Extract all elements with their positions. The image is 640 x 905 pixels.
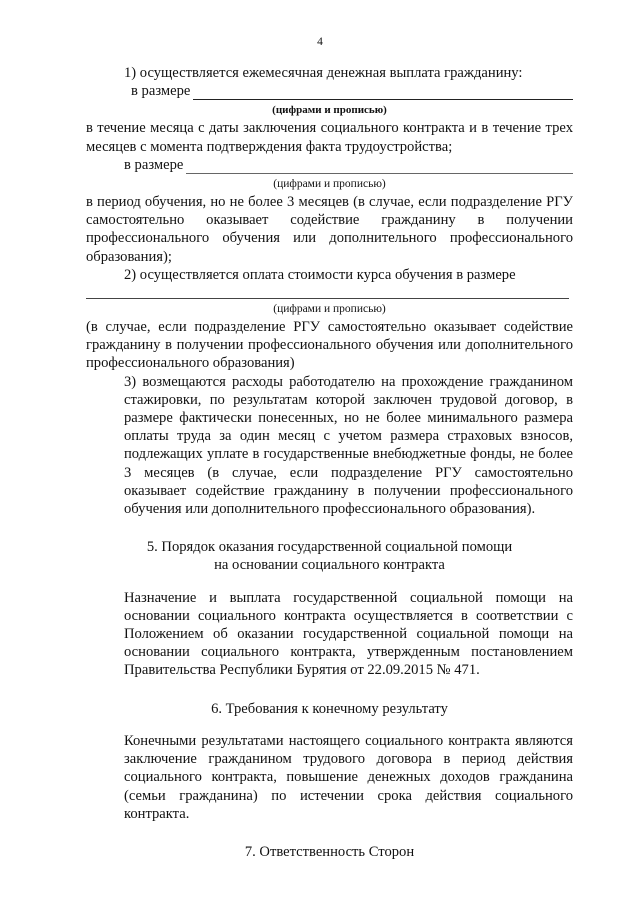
item2-condition: (в случае, если подразделение РГУ самостоятельно оказывает содействие гражданину в получении профессионального обучения или дополнительного профессионального образования) <box>86 319 573 372</box>
section6-heading: 6. Требования к конечному результату <box>211 700 448 717</box>
amount-field-2 <box>86 156 573 174</box>
section5-heading-line1: 5. Порядок оказания государственной социальной помощи <box>146 539 513 556</box>
amount-field-1 <box>86 82 573 100</box>
hint-1: (цифрами и прописью) <box>272 104 387 117</box>
section6-text: Конечными результатами настоящего социального контракта являются заключение гражданином трудового договора в период действия социального контракта, повышение денежных доходов гражданина (семьи гражданина) по истечении срока действия социального контракта. <box>124 732 573 822</box>
item1-intro: 1) осуществляется ежемесячная денежная выплата гражданину: <box>124 65 523 81</box>
hint-3: (цифрами и прописью) <box>273 303 386 316</box>
section5-text: Назначение и выплата государственной социальной помощи на основании социального контракта осуществляется в соответствии с Положением об оказании государственной социальной помощи на основании социального контракта, утвержденным постановлением Правительства Республики Бурятия от 22.09.2015 № 471. <box>124 589 573 679</box>
page-number: 4 <box>317 36 323 48</box>
amount-label-1: в размере <box>131 83 191 100</box>
document-body <box>86 64 573 861</box>
hint-2: (цифрами и прописью) <box>273 178 386 191</box>
section7-heading: 7. Ответственность Сторон <box>244 843 415 860</box>
item2-text: 2) осуществляется оплата стоимости курса обучения в размере <box>124 266 516 283</box>
section5-heading-line2: на основании социального контракта <box>214 557 445 574</box>
amount-blank-1[interactable] <box>193 86 573 100</box>
amount-blank-3[interactable] <box>86 284 569 299</box>
item1-text-a: в течение месяца с даты заключения социального контракта и в течение трех месяцев с момента подтверждения факта трудоустройства; <box>86 120 573 155</box>
item1-text-b: в период обучения, но не более 3 месяцев (в случае, если подразделение РГУ самостоятельно оказывает содействие гражданину в получении профессионального обучения или дополнительного профессионального образования); <box>86 194 573 265</box>
amount-label-2: в размере <box>124 156 184 173</box>
item3-text: 3) возмещаются расходы работодателю на прохождение гражданином стажировки, по результатам которой заключен трудовой договор, в размере фактически понесенных, но не более минимального размера оплаты труда за один месяц с учетом размера страховых взносов, подлежащих уплате в государственные внебюджетные фонды, не более 3 месяцев (в случае, если подразделение РГУ самостоятельно оказывает содействие гражданину в получении профессионального обучения или дополнительного профессионального образования). <box>124 373 573 518</box>
amount-blank-2[interactable] <box>186 160 573 174</box>
